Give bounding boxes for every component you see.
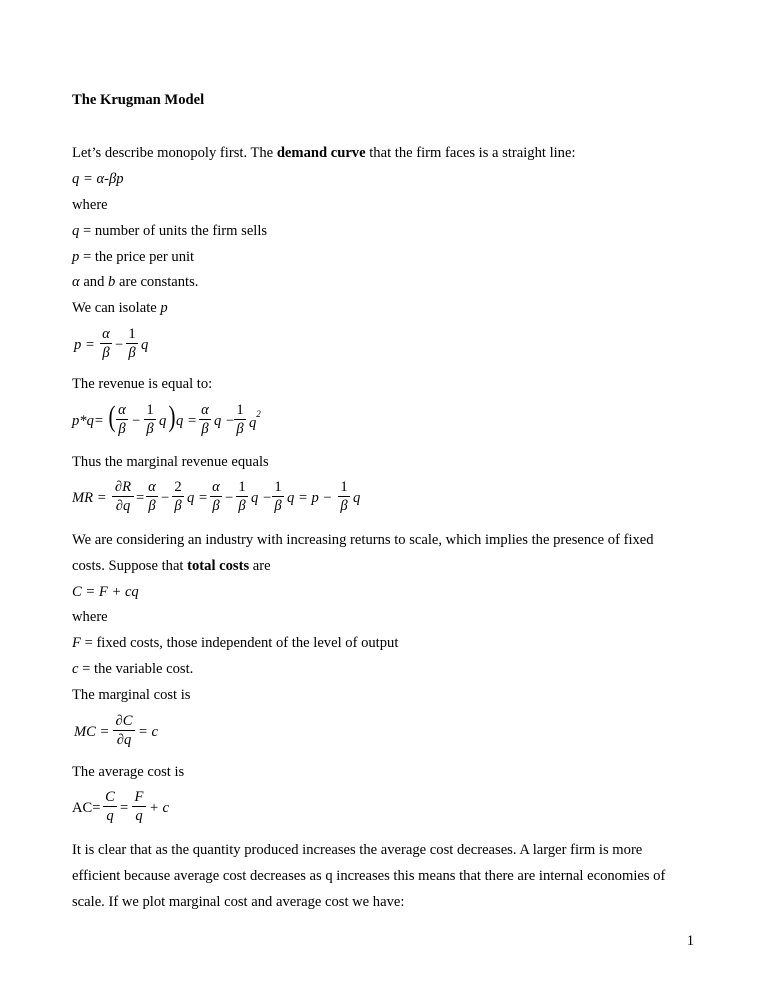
text-span: that the firm faces is a straight line:: [365, 145, 576, 161]
eq-part: q −: [214, 413, 235, 429]
definition-text: = number of units the firm sells: [79, 223, 268, 239]
definition-c: [72, 662, 193, 677]
fraction: 2 β: [172, 480, 184, 513]
fraction: 1 β: [144, 403, 156, 436]
text-span: are: [249, 558, 271, 574]
equation-revenue: [72, 400, 272, 444]
where-label: where: [72, 197, 108, 213]
fraction: α β: [146, 480, 158, 513]
paragraph-fixed-costs-line1: We are considering an industry with increasing returns to scale, which implies the presence of fixed: [72, 532, 654, 548]
equation-average-cost: [72, 789, 192, 833]
paragraph-fixed-costs-line2: [72, 559, 271, 574]
eq-lhs: p*q=: [72, 413, 104, 429]
eq-rhs: = c: [138, 724, 158, 740]
minus-sign: −: [132, 413, 141, 429]
fraction: α β: [199, 403, 211, 436]
page-number: 1: [686, 933, 694, 949]
cost-equation: C = F + cq: [72, 584, 139, 600]
fraction: 1 β: [236, 480, 248, 513]
eq-lhs: MR =: [72, 490, 107, 506]
right-paren: ): [168, 400, 176, 433]
eq-lhs: AC=: [72, 800, 101, 816]
var-c: c: [72, 661, 79, 677]
eq-part: q =: [187, 490, 208, 506]
marginal-cost-text: The marginal cost is: [72, 687, 191, 703]
var-q: q: [72, 223, 80, 239]
eq-rhs: + c: [149, 800, 169, 816]
equals-sign: =: [136, 490, 145, 506]
definition-F: [72, 636, 398, 651]
fraction: α β: [116, 403, 128, 436]
fraction: ∂C ∂q: [113, 714, 135, 747]
q-squared: $q^2$: [249, 409, 261, 431]
paragraph-economies-line1: It is clear that as the quantity produced increases the average cost decreases. A larger firm is more: [72, 842, 643, 858]
definition-constants: [72, 275, 198, 290]
minus-sign: −: [225, 490, 234, 506]
definition-q: [72, 224, 267, 239]
eq-lhs: p =: [74, 337, 95, 353]
var-F: F: [72, 635, 81, 651]
fraction: 1 β: [338, 480, 350, 513]
var-p: p: [72, 249, 80, 265]
equation-marginal-revenue: [72, 478, 372, 522]
var-b: b: [108, 274, 116, 290]
text-span: costs. Suppose that: [72, 558, 188, 574]
equals-sign: =: [120, 800, 129, 816]
text-span: Let’s describe monopoly first. The: [72, 145, 277, 161]
bold-term-total-costs: total costs: [187, 558, 250, 574]
marginal-revenue-text: Thus the marginal revenue equals: [72, 454, 269, 470]
minus-sign: −: [115, 337, 124, 353]
definition-text: are constants.: [115, 274, 199, 290]
fraction: α β: [210, 480, 222, 513]
fraction: C q: [103, 790, 117, 823]
average-cost-text: The average cost is: [72, 764, 185, 780]
definition-p: [72, 250, 194, 265]
definition-text: = the price per unit: [79, 249, 195, 265]
eq-lhs: MC =: [74, 724, 110, 740]
paragraph-demand: [72, 146, 576, 161]
where-label: where: [72, 609, 108, 625]
fraction: 1 β: [272, 480, 284, 513]
eq-part: q = p −: [287, 490, 333, 506]
var-alpha: α: [72, 274, 80, 290]
text-span: We can isolate: [72, 300, 161, 316]
fraction: α β: [100, 327, 112, 360]
fraction: ∂R ∂q: [112, 480, 134, 513]
isolate-p-text: [72, 301, 168, 316]
fraction: F q: [132, 790, 146, 823]
equation-marginal-cost: [74, 712, 174, 756]
bold-term-demand-curve: demand curve: [276, 145, 366, 161]
equation-price: [74, 327, 164, 367]
var-q: q: [353, 490, 361, 506]
var-q: q: [141, 337, 149, 353]
var-q: q: [159, 413, 167, 429]
fraction: 1 β: [234, 403, 246, 436]
demand-equation: q = α-βp: [72, 171, 124, 187]
minus-sign: −: [161, 490, 170, 506]
revenue-text: The revenue is equal to:: [72, 376, 213, 392]
left-paren: (: [108, 400, 116, 433]
text-span: and: [79, 274, 109, 290]
eq-part: q −: [251, 490, 272, 506]
paragraph-economies-line2: efficient because average cost decreases as q increases this means that there are internal economies of: [72, 868, 666, 884]
definition-text: = fixed costs, those independent of the level of output: [80, 635, 399, 651]
paragraph-economies-line3: scale. If we plot marginal cost and average cost we have:: [72, 894, 405, 910]
definition-text: = the variable cost.: [78, 661, 194, 677]
fraction: 1 β: [126, 327, 138, 360]
var-p: p: [160, 300, 168, 316]
page-title: The Krugman Model: [72, 92, 205, 108]
eq-part: q =: [176, 413, 197, 429]
